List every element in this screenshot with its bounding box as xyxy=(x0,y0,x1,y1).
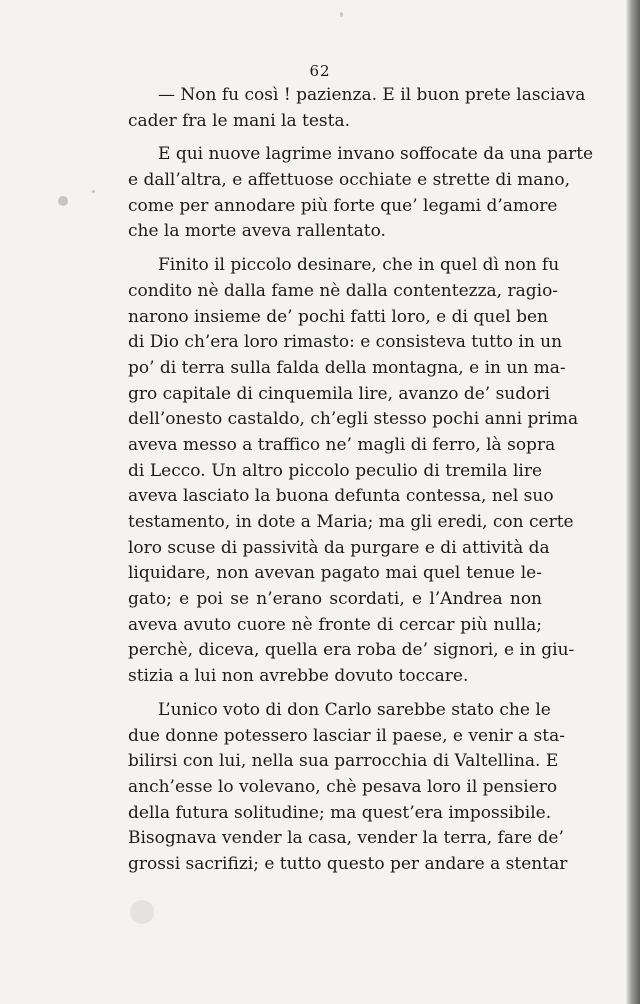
text-line: due donne potessero lasciar il paese, e venir a sta- xyxy=(128,725,565,746)
text-line: dell’onesto castaldo, ch’egli stesso pochi anni prima xyxy=(128,409,579,430)
text-line: della futura solitudine; ma quest’era impossibile. xyxy=(128,802,552,823)
paper-speck xyxy=(92,190,95,193)
page-edge xyxy=(626,0,640,1004)
text-line: perchè, diceva, quella era roba de’ signori, e in giu- xyxy=(128,640,575,661)
text-line: liquidare, non avevan pagato mai quel tenue le- xyxy=(128,563,542,584)
page-number: 62 xyxy=(309,62,331,80)
text-line: L’unico voto di don Carlo sarebbe stato che le xyxy=(158,699,551,720)
text-line: bilirsi con lui, nella sua parrocchia di Valtellina. E xyxy=(128,751,559,772)
text-line: di Lecco. Un altro piccolo peculio di tremila lire xyxy=(128,460,542,481)
body-text xyxy=(128,83,594,886)
text-line: testamento, in dote a Maria; ma gli eredi, con certe xyxy=(128,512,574,532)
text-line: gro capitale di cinquemila lire, avanzo de’ sudori xyxy=(128,383,550,404)
text-line: aveva avuto cuore nè fronte di cercar più nulla; xyxy=(128,614,542,635)
paragraph xyxy=(128,253,579,690)
paper-speck xyxy=(340,12,343,17)
text-line: stizia a lui non avrebbe dovuto toccare. xyxy=(128,666,469,687)
text-line: e dall’altra, e affettuose occhiate e strette di mano, xyxy=(128,170,570,191)
text-line: Finito il piccolo desinare, che in quel dì non fu xyxy=(158,255,560,276)
paragraph xyxy=(128,142,594,245)
paper-speck xyxy=(130,900,154,924)
text-line: come per annodare più forte que’ legami d’amore xyxy=(128,195,558,216)
text-line: E qui nuove lagrime invano soffocate da una parte xyxy=(158,144,594,165)
text-line: loro scuse di passività da purgare e di attività da xyxy=(128,537,550,558)
text-line: grossi sacrifizi; e tutto questo per andare a stentar xyxy=(128,853,568,874)
text-line: condito nè dalla fame nè dalla contentezza, ragio- xyxy=(128,280,559,301)
text-line: cader fra le mani la testa. xyxy=(128,110,350,131)
paragraph xyxy=(128,83,586,134)
text-line: anch’esse lo volevano, chè pesava loro il pensiero xyxy=(128,776,558,797)
text-line: che la morte aveva rallentato. xyxy=(128,221,386,242)
paper-speck xyxy=(58,196,68,206)
text-line: Bisognava vender la casa, vender la terra, fare de’ xyxy=(128,828,564,849)
text-line: narono insieme de’ pochi fatti loro, e di quel ben xyxy=(128,306,548,327)
text-line: — Non fu così ! pazienza. E il buon prete lasciava xyxy=(158,85,586,105)
text-line: di Dio ch’era loro rimasto: e consisteva tutto in un xyxy=(128,332,563,353)
text-line: aveva messo a traffico ne’ magli di ferro, là sopra xyxy=(128,434,556,455)
text-line: aveva lasciato la buona defunta contessa, nel suo xyxy=(128,486,554,507)
text-line: po’ di terra sulla falda della montagna, e in un ma- xyxy=(128,357,566,378)
paragraph xyxy=(128,698,568,878)
text-line: gato; e poi se n’erano scordati, e l’Andrea non xyxy=(128,589,542,610)
